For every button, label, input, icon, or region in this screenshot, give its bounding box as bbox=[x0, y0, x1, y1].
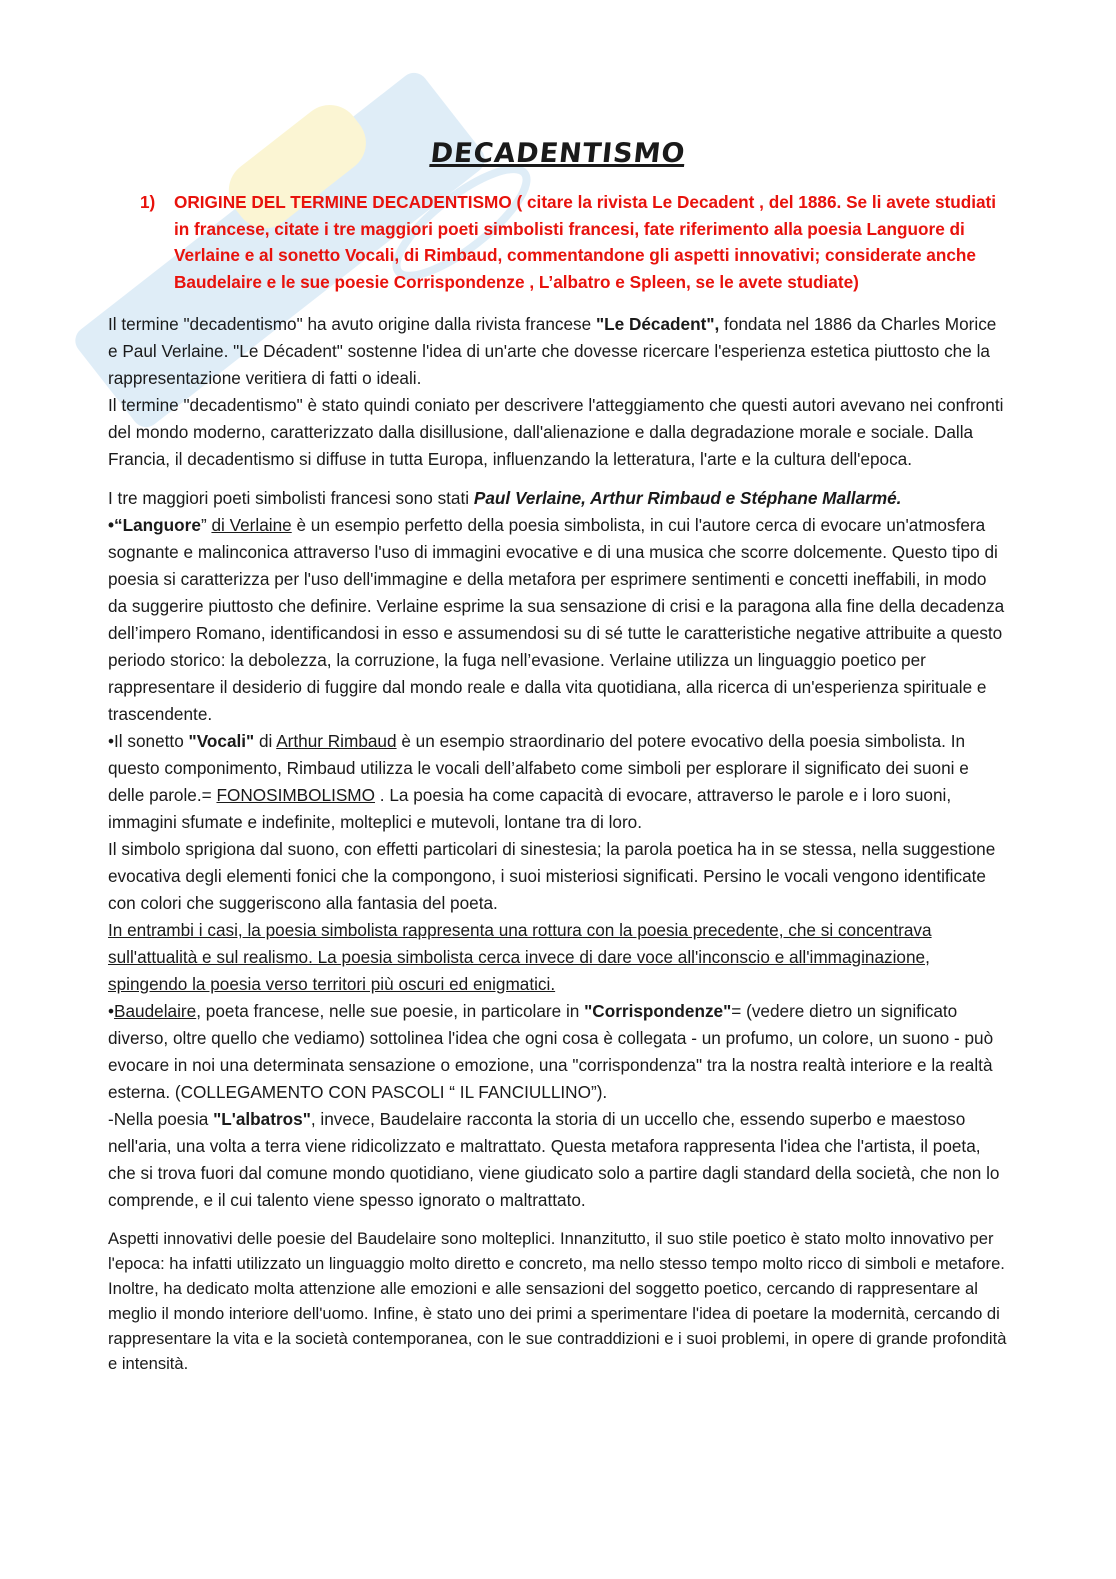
text-span: è un esempio perfetto della poesia simbolista, in cui l'autore cerca di evocare un'atmosfera sognante e malinconica attraverso l'uso di immagini evocative e di una musica che scorre dolcemente. Questo tipo di poesia si caratterizza per l'uso dell'immagine e della metafora per esprimere sentimenti e concetti ineffabili, in modo da suggerire piuttosto che definire. Verlaine esprime la sua sensazione di crisi e la paragona alla fine della decadenza dell’impero Romano, identificandosi in esso e assumendosi su di sé tutte le caratteristiche negative attribuite a questo periodo storico: la debolezza, la corruzione, la fuga nell’evasione. Verlaine utilizza un linguaggio poetico per rappresentare il desiderio di fuggire dal mondo reale e dalla vita quotidiana, alla ricerca di un'esperienza spirituale e trascendente. bbox=[108, 515, 1005, 724]
paragraph-origin bbox=[108, 311, 1008, 392]
text-span: -Nella poesia bbox=[108, 1109, 214, 1129]
text-span: , poeta francese, nelle sue poesie, in particolare in bbox=[196, 1001, 585, 1021]
paragraph-baudelaire bbox=[108, 998, 1008, 1106]
text-span: I tre maggiori poeti simbolisti francesi sono stati bbox=[108, 488, 474, 508]
text-span-bold-italic: Paul Verlaine, Arthur Rimbaud e Stéphane Mallarmé. bbox=[473, 488, 902, 508]
text-span: •Il sonetto bbox=[108, 731, 189, 751]
question-text: ORIGINE DEL TERMINE DECADENTISMO ( citare la rivista Le Decadent , del 1886. Se li avete studiati in francese, citate i tre maggiori poeti simbolisti francesi, fate riferimento alla poesia Languore di Verlaine e al sonetto Vocali, di Rimbaud, commentandone gli aspetti innovativi; considerate anche Baudelaire e le sue poesie Corrispondenze , L’albatro e Spleen, se le avete studiate) bbox=[174, 192, 997, 292]
paragraph-term: Il termine "decadentismo" è stato quindi coniato per descrivere l'atteggiamento che questi autori avevano nei confronti del mondo moderno, caratterizzato dalla disillusione, dall'alienazione e dalla degradazione morale e sociale. Dalla Francia, il decadentismo si diffuse in tutta Europa, influenzando la letteratura, l'arte e la cultura dell'epoca. bbox=[108, 395, 1004, 469]
paragraph-albatros bbox=[108, 1106, 1008, 1214]
paragraph-entrambi: In entrambi i casi, la poesia simbolista rappresenta una rottura con la poesia precedente, che si concentrava sull'attualità e sul realismo. La poesia simbolista cerca invece di dare voce all'inconscio e all'immaginazione, spingendo la poesia verso territori più oscuri ed enigmatici. bbox=[108, 920, 932, 994]
question-1 bbox=[140, 189, 1008, 295]
text-span: , invece, Baudelaire racconta la storia di un uccello che, essendo superbo e maestoso nell'aria, una volta a terra viene ridicolizzato e maltrattato. Questa metafora rappresenta l'idea che l'artista, il poeta, che si trova fuori dal comune mondo quotidiano, viene giudicato solo a partire dagli standard della società, che non lo comprende, e il cui talento viene spesso ignorato o maltrattato. bbox=[108, 1109, 1000, 1210]
text-span-underline: FONOSIMBOLISMO bbox=[216, 785, 375, 805]
paragraph-vocali bbox=[108, 728, 1008, 836]
text-span: Il termine "decadentismo" ha avuto origine dalla rivista francese bbox=[108, 314, 596, 334]
text-span-bold: "Vocali" bbox=[188, 731, 255, 751]
text-span-underline: Arthur Rimbaud bbox=[276, 731, 397, 751]
text-span: • bbox=[108, 1001, 115, 1021]
text-span: = (vedere dietro un significato diverso, oltre quello che vediamo) sottolinea l'idea che ogni cosa è collegata - un profumo, un colore, un suono - può evocare in noi una determinata sensazione o emozione, una "corrispondenza" tra la nostra realtà interiore e la realtà esterna. (COLLEGAMENTO CON PASCOLI “ IL FANCIULLINO”). bbox=[108, 1001, 994, 1102]
text-span: ” bbox=[200, 515, 212, 535]
text-span: di bbox=[254, 731, 277, 751]
text-span-bold: "Le Décadent", bbox=[595, 314, 720, 334]
paragraph-languore bbox=[108, 512, 1008, 728]
text-span-bold: “Languore bbox=[114, 515, 201, 535]
page-title: DECADENTISMO bbox=[428, 138, 688, 169]
question-number: 1) bbox=[140, 192, 156, 212]
text-span: fondata nel 1886 da Charles Morice e Paul Verlaine. "Le Décadent" sostenne l'idea di un'arte che dovesse ricercare l'esperienza estetica piuttosto che la rappresentazione veritiera di fatti o ideali. bbox=[108, 314, 997, 388]
document-page bbox=[108, 130, 1008, 1376]
text-span: è un esempio straordinario del potere evocativo della poesia simbolista. In questo componimento, Rimbaud utilizza le vocali dell’alfabeto come simboli per esplorare il significato dei suoni e delle parole.= bbox=[108, 731, 969, 805]
text-span-underline: di Verlaine bbox=[211, 515, 292, 535]
text-span-bold: "L'albatros" bbox=[213, 1109, 311, 1129]
text-span-underline: Baudelaire bbox=[114, 1001, 197, 1021]
bullet: • bbox=[108, 515, 115, 535]
paragraph-poets bbox=[108, 485, 1008, 512]
text-span-bold: "Corrispondenze" bbox=[584, 1001, 732, 1021]
text-span: . La poesia ha come capacità di evocare, attraverso le parole e i loro suoni, immagini sfumate e indefinite, molteplici e mutevoli, lontane tra di loro. bbox=[108, 785, 952, 832]
paragraph-simbolo: Il simbolo sprigiona dal suono, con effetti particolari di sinestesia; la parola poetica ha in se stessa, nella suggestione evocativa degli elementi fonici che la compongono, i suoi misteriosi significati. Persino le vocali vengono identificate con colori che suggeriscono alla fantasia del poeta. bbox=[108, 839, 996, 913]
paragraph-innovativi: Aspetti innovativi delle poesie del Baudelaire sono molteplici. Innanzitutto, il suo stile poetico è stato molto innovativo per l'epoca: ha infatti utilizzato un linguaggio molto diretto e concreto, ma nello stesso tempo molto ricco di simboli e metafore. Inoltre, ha dedicato molta attenzione alle emozioni e alle sensazioni del soggetto poetico, cercando di rappresentare al meglio il mondo interiore dell'uomo. Infine, è stato uno dei primi a sperimentare l'idea di poetare la modernità, cercando di rappresentare la vita e la società contemporanea, con le sue contraddizioni e i suoi problemi, in opere di grande profondità e intensità. bbox=[108, 1229, 1007, 1373]
